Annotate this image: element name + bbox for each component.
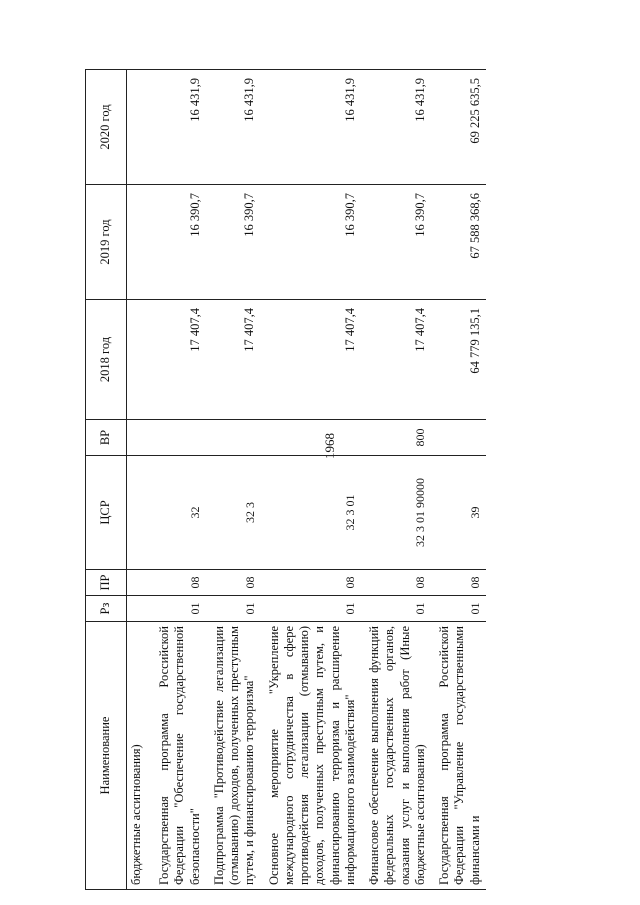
row-name: Финансовое обеспечение выполнения функций федеральных государственных органов, оказания услуг и выполнения работ (Иные бюджетные ассигнования) bbox=[361, 622, 431, 890]
row-2019: 16 390,7 bbox=[206, 185, 261, 300]
continuation-row bbox=[127, 70, 152, 890]
row-rz: 01 bbox=[361, 596, 431, 622]
row-name: Государственная программа Российской Федерации "Обеспечение государственной безопасности" bbox=[151, 622, 206, 890]
header-rz: Рз bbox=[86, 596, 127, 622]
header-2019: 2019 год bbox=[86, 185, 127, 300]
row-2018: 17 407,4 bbox=[206, 300, 261, 420]
row-2019: 16 390,7 bbox=[361, 185, 431, 300]
header-name: Наименование bbox=[86, 622, 127, 890]
row-csr: 32 3 01 90000 bbox=[361, 456, 431, 570]
budget-table bbox=[85, 69, 486, 890]
row-csr: 32 3 bbox=[206, 456, 261, 570]
header-vr: ВР bbox=[86, 420, 127, 456]
row-pr: 08 bbox=[361, 570, 431, 596]
table-row bbox=[151, 70, 206, 890]
row-vr bbox=[206, 420, 261, 456]
row-csr: 39 bbox=[431, 456, 486, 570]
row-csr: 32 3 01 bbox=[261, 456, 362, 570]
budget-table-page bbox=[85, 70, 635, 890]
row-rz: 01 bbox=[206, 596, 261, 622]
row-pr: 08 bbox=[151, 570, 206, 596]
row-2019: 67 588 368,6 bbox=[431, 185, 486, 300]
table-row bbox=[431, 70, 486, 890]
row-pr: 08 bbox=[431, 570, 486, 596]
row-2018: 64 779 135,1 bbox=[431, 300, 486, 420]
row-2019: 16 390,7 bbox=[261, 185, 362, 300]
table-header-row bbox=[86, 70, 127, 890]
header-csr: ЦСР bbox=[86, 456, 127, 570]
row-2018: 17 407,4 bbox=[261, 300, 362, 420]
row-vr bbox=[261, 420, 362, 456]
row-2020: 16 431,9 bbox=[361, 70, 431, 185]
row-2019: 16 390,7 bbox=[151, 185, 206, 300]
row-2018: 17 407,4 bbox=[151, 300, 206, 420]
header-2020: 2020 год bbox=[86, 70, 127, 185]
table-row bbox=[261, 70, 362, 890]
table-row bbox=[361, 70, 431, 890]
row-vr: 800 bbox=[361, 420, 431, 456]
row-rz: 01 bbox=[151, 596, 206, 622]
row-2020: 16 431,9 bbox=[151, 70, 206, 185]
row-vr bbox=[431, 420, 486, 456]
row-2018: 17 407,4 bbox=[361, 300, 431, 420]
row-name: Основное мероприятие "Укрепление международного сотрудничества в сфере противодействия легализации (отмыванию) доходов, полученных преступным путем, и финансированию терроризма и расширение информационного взаимодействия" bbox=[261, 622, 362, 890]
row-csr: 32 bbox=[151, 456, 206, 570]
row-pr: 08 bbox=[206, 570, 261, 596]
page-number: 1968 bbox=[322, 433, 337, 459]
row-2020: 16 431,9 bbox=[206, 70, 261, 185]
row-pr: 08 bbox=[261, 570, 362, 596]
row-2020: 69 225 635,5 bbox=[431, 70, 486, 185]
continuation-text: бюджетные ассигнования) bbox=[127, 622, 152, 890]
row-name: Государственная программа Российской Федерации "Управление государственными финансами и bbox=[431, 622, 486, 890]
header-pr: ПР bbox=[86, 570, 127, 596]
row-rz: 01 bbox=[261, 596, 362, 622]
row-name: Подпрограмма "Противодействие легализации (отмыванию) доходов, полученных преступным путем, и финансированию терроризма" bbox=[206, 622, 261, 890]
row-rz: 01 bbox=[431, 596, 486, 622]
header-2018: 2018 год bbox=[86, 300, 127, 420]
table-row bbox=[206, 70, 261, 890]
row-vr bbox=[151, 420, 206, 456]
row-2020: 16 431,9 bbox=[261, 70, 362, 185]
